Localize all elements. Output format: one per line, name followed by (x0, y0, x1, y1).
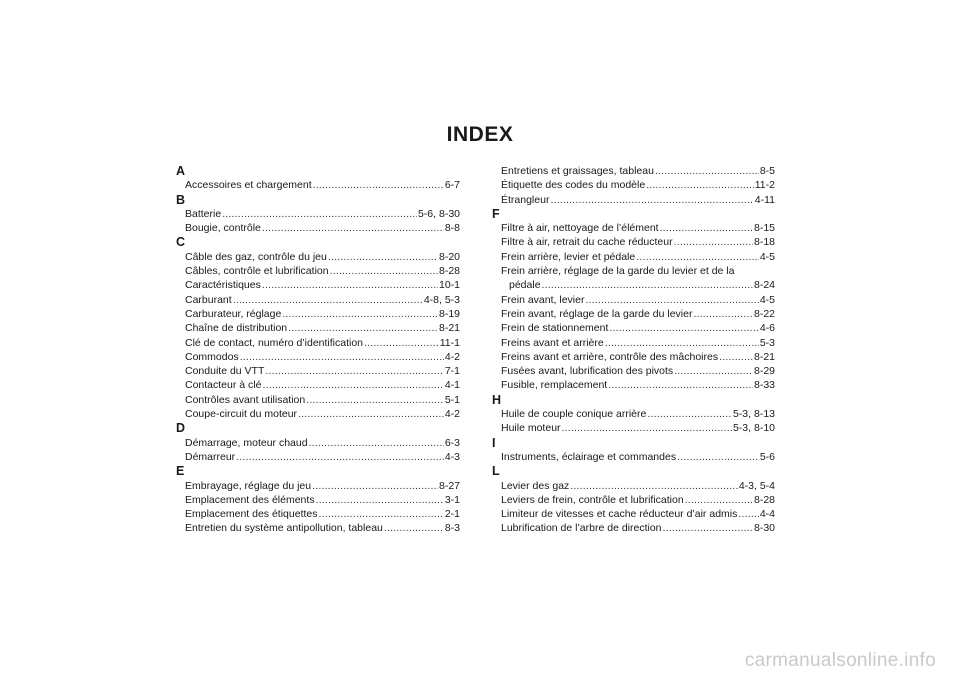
dot-leader (685, 493, 753, 507)
index-entry-text: Fusible, remplacement (501, 379, 608, 392)
index-entry (492, 493, 775, 507)
index-entry-page: 11-1 (439, 336, 460, 349)
index-entry-text: Entretiens et graissages, tableau (501, 165, 654, 177)
dot-leader (262, 378, 443, 392)
index-entry (492, 421, 775, 435)
dot-leader (298, 407, 444, 421)
dot-leader (240, 350, 444, 364)
index-entry-page: 6-3 (444, 436, 460, 449)
index-entry-page: 4-5 (759, 293, 775, 306)
index-entry-page: 8-22 (753, 307, 775, 320)
index-entry-page: 4-2 (444, 408, 460, 421)
index-entry-page: 10-1 (438, 279, 460, 292)
index-entry (492, 278, 775, 292)
index-entry-page: 4-8, 5-3 (423, 293, 460, 306)
index-entry (492, 378, 775, 392)
index-entry-text: Freins avant et arrière (501, 336, 604, 349)
index-entry-text: Lubrification de l’arbre de direction (501, 522, 662, 535)
index-entry-text: Étrangleur (501, 193, 550, 206)
index-entry-text: Filtre à air, nettoyage de l’élément (501, 222, 659, 235)
index-entry-text: Levier des gaz (501, 479, 570, 492)
index-entry (492, 364, 775, 378)
index-entry (176, 293, 460, 307)
index-column-right (492, 164, 775, 536)
dot-leader (738, 507, 758, 521)
index-entry (176, 321, 460, 335)
dot-leader (663, 521, 753, 535)
dot-leader (655, 164, 759, 178)
index-entry-text: Freins avant et arrière, contrôle des mâchoires (501, 350, 719, 363)
index-letter-heading: L (492, 464, 500, 479)
index-entry-page: 8-18 (753, 236, 775, 249)
index-entry-text: Coupe-circuit du moteur (185, 408, 298, 421)
dot-leader (262, 278, 438, 292)
dot-leader (647, 407, 732, 421)
index-entry-text: Huile moteur (501, 422, 561, 435)
index-entry-page: 5-3, 8-10 (732, 422, 775, 435)
index-entry (492, 336, 775, 350)
index-entry-text: Frein arrière, réglage de la garde du levier et de la (501, 265, 735, 278)
index-entry-page: 4-2 (444, 350, 460, 363)
index-entry (176, 278, 460, 292)
index-entry-page: 8-28 (753, 493, 775, 506)
index-entry (492, 350, 775, 364)
index-letter-heading: F (492, 206, 500, 221)
index-entry-text: Carburateur, réglage (185, 307, 282, 320)
index-entry-text: Embrayage, réglage du jeu (185, 479, 312, 492)
index-letter-heading: A (176, 164, 186, 178)
index-entry (492, 307, 775, 321)
index-entry-page: 6-7 (444, 179, 460, 192)
index-entry-page: 4-4 (759, 508, 775, 521)
index-letter-heading: D (176, 421, 186, 436)
index-entry (176, 350, 460, 364)
index-entry (176, 207, 460, 221)
index-entry-page: 8-19 (438, 307, 460, 320)
index-entry (176, 493, 460, 507)
index-entry-text: Frein avant, réglage de la garde du levier (501, 307, 693, 320)
dot-leader (660, 221, 753, 235)
index-entry-page: 8-21 (438, 322, 460, 335)
index-entry (492, 178, 775, 192)
dot-leader (674, 235, 753, 249)
index-entry-page: 11-2 (754, 179, 775, 192)
index-entry-page: 8-27 (438, 479, 460, 492)
index-entry-page: 4-3, 5-4 (738, 479, 775, 492)
index-entry-text: Conduite du VTT (185, 365, 265, 378)
index-entry-page: 8-28 (438, 265, 460, 278)
index-entry-page: 8-30 (753, 522, 775, 535)
dot-leader (542, 278, 753, 292)
index-entry-text: Contacteur à clé (185, 379, 262, 392)
index-entry (492, 221, 775, 235)
index-entry-page: 8-3 (444, 522, 460, 535)
index-entry-page: 4-11 (754, 193, 775, 206)
index-entry (176, 479, 460, 493)
index-letter-heading: C (176, 235, 186, 250)
index-entry (176, 378, 460, 392)
index-entry-page: 4-5 (759, 250, 775, 263)
index-entry-text: Démarrage, moteur chaud (185, 436, 308, 449)
index-entry (492, 521, 775, 535)
dot-leader (364, 336, 439, 350)
index-entry (492, 164, 775, 178)
index-entry-text: Chaîne de distribution (185, 322, 288, 335)
watermark-text: carmanualsonline.info (744, 650, 936, 671)
index-letter-heading: H (492, 392, 502, 407)
index-entry-text: Étiquette des codes du modèle (501, 179, 646, 192)
dot-leader (328, 250, 438, 264)
index-entry (492, 264, 775, 278)
dot-leader (233, 293, 423, 307)
dot-leader (693, 307, 753, 321)
index-entry (176, 364, 460, 378)
index-entry-text: Huile de couple conique arrière (501, 408, 647, 421)
page-title: INDEX (446, 123, 514, 146)
dot-leader (236, 450, 444, 464)
index-entry (176, 178, 460, 192)
index-entry-page: 5-6, 8-30 (417, 207, 460, 220)
index-entry-page: 2-1 (444, 508, 460, 521)
dot-leader (570, 479, 738, 493)
index-entry-page: 4-6 (759, 322, 775, 335)
index-entry-text: Frein arrière, levier et pédale (501, 250, 636, 263)
index-entry-page: 7-1 (444, 365, 460, 378)
dot-leader (312, 479, 438, 493)
index-entry-page: 8-8 (444, 222, 460, 235)
index-entry-text: Emplacement des étiquettes (185, 508, 318, 521)
index-entry-text: Câbles, contrôle et lubrification (185, 265, 329, 278)
dot-leader (609, 321, 758, 335)
index-entry (176, 336, 460, 350)
index-entry-page: 4-3 (444, 450, 460, 463)
index-entry-page: 8-33 (753, 379, 775, 392)
dot-leader (719, 350, 753, 364)
index-entry-text: Leviers de frein, contrôle et lubrification (501, 493, 684, 506)
index-entry (176, 521, 460, 535)
index-entry-page: 8-21 (753, 350, 775, 363)
dot-leader (677, 450, 759, 464)
index-entry-page: 8-29 (753, 365, 775, 378)
index-entry-text: Clé de contact, numéro d’identification (185, 336, 364, 349)
index-entry-text: Frein de stationnement (501, 322, 609, 335)
index-entry (492, 293, 775, 307)
index-entry (492, 479, 775, 493)
index-entry (176, 250, 460, 264)
index-entry (176, 450, 460, 464)
index-entry-page: 5-1 (444, 393, 460, 406)
index-entry-page: 3-1 (444, 493, 460, 506)
index-entry-text: Démarreur (185, 450, 236, 463)
dot-leader (262, 221, 444, 235)
index-entry-text: Frein avant, levier (501, 293, 585, 306)
dot-leader (282, 307, 438, 321)
index-entry (176, 221, 460, 235)
index-entry-text: Batterie (185, 207, 222, 220)
index-entry (492, 507, 775, 521)
index-entry-text: Accessoires et chargement (185, 179, 312, 192)
index-entry (176, 407, 460, 421)
index-entry (492, 450, 775, 464)
index-entry-text: Filtre à air, retrait du cache réducteur (501, 236, 673, 249)
index-entry-text: Instruments, éclairage et commandes (501, 450, 677, 463)
index-entry-page: 4-1 (444, 379, 460, 392)
index-letter-heading: I (492, 435, 496, 450)
index-entry-page: 8-20 (438, 250, 460, 263)
index-entry-text: Bougie, contrôle (185, 222, 261, 235)
dot-leader (636, 250, 759, 264)
dot-leader (384, 521, 444, 535)
index-entry-text: Caractéristiques (185, 279, 261, 292)
dot-leader (605, 336, 759, 350)
index-letter-heading: B (176, 192, 186, 207)
dot-leader (330, 264, 438, 278)
index-letter-heading: E (176, 464, 185, 479)
index-entry-text: Commodos (185, 350, 239, 363)
index-entry (492, 321, 775, 335)
dot-leader (319, 507, 444, 521)
dot-leader (646, 178, 754, 192)
dot-leader (562, 421, 732, 435)
dot-leader (316, 493, 444, 507)
dot-leader (313, 178, 444, 192)
index-entry-page: 5-3, 8-13 (732, 408, 775, 421)
dot-leader (309, 436, 444, 450)
dot-leader (222, 207, 417, 221)
index-entry-page: 8-5 (759, 165, 775, 177)
index-entry-text: pédale (509, 279, 541, 292)
index-entry (176, 393, 460, 407)
index-entry (176, 507, 460, 521)
dot-leader (550, 193, 753, 207)
index-entry-text: Carburant (185, 293, 232, 306)
index-entry (492, 193, 775, 207)
dot-leader (306, 393, 444, 407)
index-entry-text: Câble des gaz, contrôle du jeu (185, 250, 327, 263)
index-entry-page: 8-24 (753, 279, 775, 292)
index-entry-page: 5-6 (759, 450, 775, 463)
index-entry-page: 5-3 (759, 336, 775, 349)
dot-leader (585, 293, 758, 307)
index-entry-text: Contrôles avant utilisation (185, 393, 306, 406)
index-entry (176, 436, 460, 450)
index-entry (492, 407, 775, 421)
index-entry (176, 307, 460, 321)
index-column-left (176, 164, 460, 536)
index-entry-text: Emplacement des éléments (185, 493, 315, 506)
dot-leader (608, 378, 753, 392)
index-entry-text: Entretien du système antipollution, tableau (185, 522, 383, 535)
index-entry-text: Limiteur de vitesses et cache réducteur d’air admis (501, 508, 738, 521)
index-entry (492, 235, 775, 249)
index-entry (492, 250, 775, 264)
index-entry-text: Fusées avant, lubrification des pivots (501, 365, 674, 378)
dot-leader (288, 321, 438, 335)
index-entry-page: 8-15 (753, 222, 775, 235)
dot-leader (674, 364, 753, 378)
index-entry (176, 264, 460, 278)
dot-leader (265, 364, 443, 378)
